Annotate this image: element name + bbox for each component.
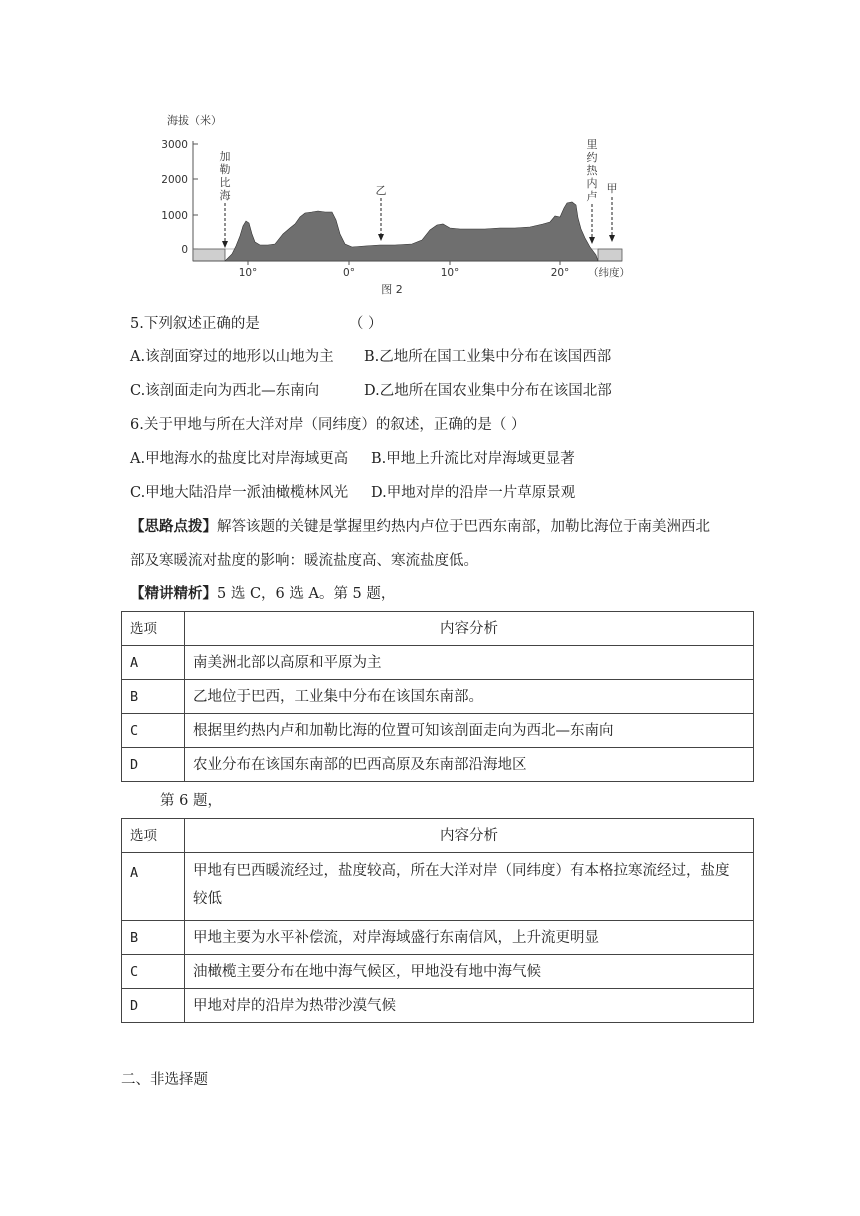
arrow-head	[609, 235, 615, 242]
table-header-row	[122, 612, 754, 646]
table-row	[122, 714, 754, 748]
row-content: 甲地主要为水平补偿流，对岸海域盛行东南信风，上升流更明显	[185, 921, 754, 955]
rio-char: 热	[586, 164, 598, 177]
row-option: D	[122, 748, 185, 782]
analysis-tag: 【精讲精析】	[130, 585, 217, 602]
rio-marker	[587, 138, 599, 244]
caribbean-char: 海	[219, 189, 231, 202]
q5-stem	[130, 314, 382, 334]
row-option: C	[122, 714, 185, 748]
q5-option-b: B.乙地所在国工业集中分布在该国西部	[364, 349, 612, 365]
arrow-head	[589, 237, 595, 244]
rio-char: 里	[586, 138, 598, 151]
table-header-row	[122, 819, 754, 853]
row-option: D	[122, 989, 185, 1023]
q5-option-a: A.该剖面穿过的地形以山地为主	[130, 349, 334, 365]
q5-options-row-2	[130, 381, 612, 401]
jia-marker	[607, 182, 618, 242]
q5-bracket: （ ）	[348, 316, 383, 332]
x-tick-label: 10°	[440, 267, 460, 279]
table-row	[122, 748, 754, 782]
row-option: B	[122, 921, 185, 955]
analysis-line	[130, 584, 395, 604]
arrow-head	[222, 241, 228, 248]
q6-options-row-1	[130, 449, 575, 469]
table-row	[122, 853, 754, 921]
table-row	[122, 680, 754, 714]
row-option: A	[122, 853, 185, 921]
rio-char: 内	[586, 177, 598, 190]
hint-line-1	[130, 517, 710, 537]
q6-analysis-table	[121, 818, 754, 1023]
hint-tag: 【思路点拨】	[130, 518, 217, 535]
caribbean-char: 加	[219, 150, 231, 163]
header-content: 内容分析	[185, 819, 754, 853]
row-content: 南美洲北部以高原和平原为主	[185, 646, 754, 680]
caribbean-char: 比	[219, 176, 231, 189]
row-content: 油橄榄主要分布在地中海气候区，甲地没有地中海气候	[185, 955, 754, 989]
q5-stem-text: 5.下列叙述正确的是	[130, 316, 260, 332]
caribbean-marker	[220, 149, 231, 248]
q5-options-row-1	[130, 347, 612, 367]
q6-option-b: B.甲地上升流比对岸海域更显著	[371, 451, 575, 467]
caribbean-sea-strip	[193, 249, 225, 261]
row-content	[185, 853, 754, 921]
arrow-head	[378, 234, 384, 241]
rio-char: 约	[586, 151, 598, 164]
rio-char: 卢	[586, 190, 598, 203]
table-row	[122, 646, 754, 680]
x-tick-label: 10°	[238, 267, 258, 279]
x-tick-label: 20°	[550, 267, 570, 279]
row-content: 乙地位于巴西，工业集中分布在该国东南部。	[185, 680, 754, 714]
row-content: 甲地对岸的沿岸为热带沙漠气候	[185, 989, 754, 1023]
profile-svg	[150, 108, 640, 300]
row-content: 根据里约热内卢和加勒比海的位置可知该剖面走向为西北—东南向	[185, 714, 754, 748]
jia-label: 甲	[606, 182, 618, 195]
header-option: 选项	[122, 819, 185, 853]
figure-caption: 图 2	[381, 283, 403, 296]
table-row	[122, 955, 754, 989]
q6-option-d: D.甲地对岸的沿岸一片草原景观	[371, 485, 576, 501]
y-tick-label: 0	[181, 244, 188, 256]
row-option: B	[122, 680, 185, 714]
row-content-line: 甲地有巴西暖流经过，盐度较高，所在大洋对岸（同纬度）有本格拉寒流经过，盐度	[193, 863, 730, 879]
row-content-line: 较低	[193, 891, 222, 907]
yi-label: 乙	[375, 184, 387, 197]
row-content: 农业分布在该国东南部的巴西高原及东南部沿海地区	[185, 748, 754, 782]
table-row	[122, 921, 754, 955]
y-axis-label: 海拔（米）	[167, 114, 222, 127]
q5-option-d: D.乙地所在国农业集中分布在该国北部	[364, 383, 612, 399]
y-tick-label: 1000	[161, 210, 188, 222]
q6-option-a: A.甲地海水的盐度比对岸海域更高	[130, 451, 349, 467]
section-title: 二、非选择题	[121, 1072, 208, 1088]
table-row	[122, 989, 754, 1023]
header-content: 内容分析	[185, 612, 754, 646]
row-option: A	[122, 646, 185, 680]
y-tick-label: 3000	[161, 139, 188, 151]
q6-stem: 6.关于甲地与所在大洋对岸（同纬度）的叙述，正确的是（ ）	[130, 417, 526, 433]
y-tick-label: 2000	[161, 174, 188, 186]
x-tick-label: 0°	[343, 267, 355, 279]
analysis-text: 5 选 C，6 选 A。第 5 题，	[217, 586, 396, 602]
terrain-area	[225, 202, 598, 261]
q6-analysis-label: 第 6 题，	[160, 793, 222, 809]
atlantic-sea-strip	[598, 249, 622, 261]
caribbean-char: 勒	[219, 163, 231, 176]
terrain-profile-figure	[150, 108, 640, 300]
hint-text-1: 解答该题的关键是掌握里约热内卢位于巴西东南部，加勒比海位于南美洲西北	[217, 519, 710, 535]
q6-options-row-2	[130, 483, 576, 503]
yi-marker	[376, 184, 387, 241]
q5-option-c: C.该剖面走向为西北—东南向	[130, 383, 320, 399]
q5-analysis-table	[121, 611, 754, 782]
q6-option-c: C.甲地大陆沿岸一派油橄榄林风光	[130, 485, 349, 501]
hint-line-2: 部及寒暖流对盐度的影响：暖流盐度高、寒流盐度低。	[130, 553, 478, 569]
header-option: 选项	[122, 612, 185, 646]
row-option: C	[122, 955, 185, 989]
x-unit-label: （纬度）	[588, 267, 630, 279]
